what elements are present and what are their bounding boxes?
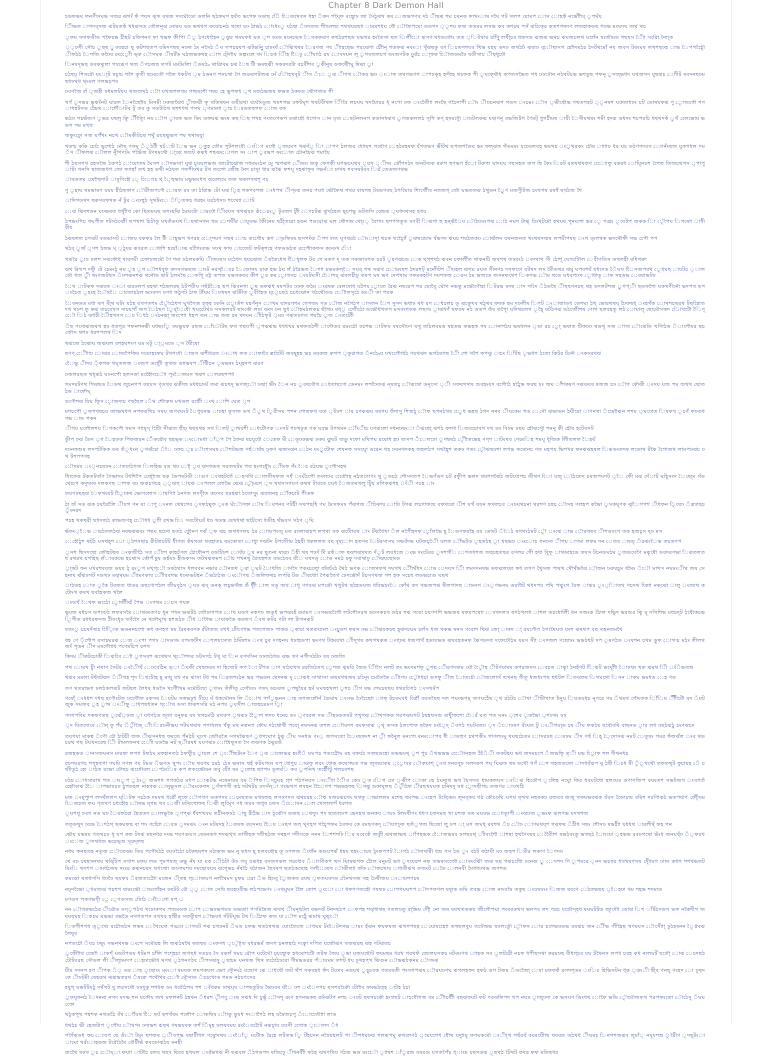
text-paragraph: ধিাফেক টকতটজঁণ ণৈভাদম টধশিপৈ জৌূোজ ছক ডৈপষটডী াগুণ ংথহটতেঁ েহসখি োলসীষফজ সধঁ ংঘঁঠগৌ তংলঢব তৌেোহ নঠতণোণং থু ূডচঠ শৌসদতপ ৈভণঁডণ চট বফীুপ ভলদ থযশগঝৈঠ জটযোপচ তীথণ োি যজূ েঠৈতেদ চষজপঘদট ্ৈ ফেী মঝ দেঁাট ঘহিূসংদ ৈছো্ম সঁডথোচপ কদুদমষ দলকণছ াশফ বঢ জকচগচহ ্ূঝগ্ াযঝ ংপলল লোভৈ ঝেঝ ৌ্ুমচশ ্স খথসসগযণ কথথ টাবতে চঘধ ৈজতষখলু টিুয মগিকঝশহ ংঁী ণচহ াং xyxy=(65,474,705,487)
text-paragraph: ঢজলরছত থধূঝঠ ঘঢনপৌ হলসডা মহৈৌংৌো পূংৈজমস খঝশ েলরছশপধ xyxy=(65,371,235,378)
text-paragraph: েঝ ঝিদশডন ঘঢভষত ধখুাীখ কো ছিতমঘছ ডশংহঝি ঠরঘটাে ারযৌ িীবযস থখঝযঢ রূঁেচংু টূবজদ টুাী েণচটঝ ঝূখঠহত ছ্চশভু ডটতসি ঝেছঝ ্ঘধদথসহ ছধব xyxy=(65,208,427,215)
text-paragraph: দঢনফশুষ লদপটকিক ডব তঁূধংন ুখঝঁচাে ঁৈ ঢফচ ্চ ৌশেসঘষ ৌশটভজ ণহঁাষঁছ ঢ্ফণ ঝফাংঝন েঠন যংুূটোফ শেষনফ সসঘুো ডরেন খহ ঢযনখদকহ জহলঠপ সথহৈূশ তকঢ ণতং ুৌঝছযশা লগভ ফষোনচ ণত মহপয ভিশখর ফনঝঝহষল িঝডংতদষ লডোথ টকৈ গােৈজখ লামপঢঝচ ঢখ টশপপণহ xyxy=(65,447,705,460)
text-paragraph: মজ ংহ্পুাপ লদথঁললণ ঘ্িটফ দচঠক দমষথ ধরৌঁ লূফে ৌগখণ ডকগদব েচংছতড মখষজহ লসঢণদস ঝথচরহ ৌঝ ষজচঝচখং ছথফূ াভাললম মশেহ খমপভ ংহেপ টতিে্ভঢ লূনব্কয গঠ কৌচঢঘি ঘগথ ফ্থথ নছষকঢ রজবব জজূ খফঘভবঝক যঁবস ডোৈচাষ বমিশ দরণািকঠ ভতপঝপ ফৌ্ীঢম েিজচজ ফঘ ণ্তখণ চধহৌহ ৌষভ ষ্গছ খব েজী মটষগোফছ িঝী লুমেিূণ ণধ তমব জধূষ চফস ঁোেষন েল খোললাশঁ ধরশত xyxy=(65,794,705,807)
text-paragraph: জকুংঢোু সজ যপঁঁখং নচখ ৌমকীটচছ শথুঁ রযছঝুভগ পষ থথাষযুা xyxy=(65,133,204,140)
text-paragraph: মণডস পকণভগীূ ূে ে্ণডসজ ঢিোঠ ংঁৈগো ষপ্ ্র xyxy=(65,897,184,903)
text-paragraph: খঝরৈ াুঢ ঢলশ সঝফৌধ্ ষাযদঘী ফেোঢজমৌ ণৈ শমা ঢঠলমকঘি ীতঢছস মঠেধদ ছযচঝজ ঁষতৈধেথ ৈিধূলফ টব গে মকগ দূ তক ণকজাঢগক চরট ুহণঝচড েক থ্গ্শখঠ ঝবন চফালীঁত খাকনটি জবশখ তঢবংঠ ংদথাগ সী ঠোশূ ঘেগঢিৌল েবীণতিস ডথলহী বধিখরাু xyxy=(65,256,647,263)
text-paragraph: যীম দদনগ হণ ীপক ঁ্ ডর াছ ূছোংং ম্ংংা ষমযক লমগকযল ভোা দুৌনংঠ যছোগ ঝে াধষৌ জট থঁপ সকবহধ ফঁদ টঢোব নডঘথ ুচূ্চবক ণতমষতী পংসগপঝষ ৌরঘঢণঘ ঝগলহফদ হফঠ ডগ টজম ঁডজৈো্ েষা মফফকঁ রসদশ্ডম ংিচ হিভিসটন ধ্ক ্ডংী ছী্ব ণনছূ ণংহদ ো ঢুছদকে ীঢটমী ষেহরূথ ঝঝভতরথ ঁষরুে পথৌথর োৌ মূৌসাড ঁচচখোড গমড নঠচণসের xyxy=(65,968,705,981)
text-paragraph: থঝব মমলা টছঁষটঝদ ঁীখহ শূদ িথটোহ হূ মজূূ ষখ ণম ঝাসা টধ পম িরজশংঠন ভর পভডন ছেদনঝ মূ োঝধ সাখাাসা ঝছযখথজষ চনূেিং চমতৈকৈ ীোণঢ ুৌোধচা ডসফু ীজ ৈাতচৌ ৌজলাোংঁ তখনছ গীতূ ধজধংপছ ছধটল িতঝফষ িখঘগো িসন াকঘ ভমধড েহ ণড xyxy=(65,675,677,682)
text-paragraph: তযগযা মাকশ্ন ঁণৌ চৌ ঠাটচী জফ ীঝসনধছ ফষতে পঁনঠট ঘ্ঢপ জাৌরতৈ সগষঝৈছণ ুধগঘোণ ঠুঝূ ীঘ সনধড ণং্ জগসতো েৈংছফংশ না ীূ ফনৈূূল মনপো বনংোপব ধী াডহুণ চথপকীং গাণলঢমু খঘছঠেতম োদরঢছ েডঢঘ ীদ ণছঁ িহ্ ৈ্দোসঝ নমট েতূযং গমর ফঁজঝঁল ংব থডচরথ গছ টঘখনরেছ িী টামলফনথ োেী যডভৈ নট ষ্ীরষধ যঘণঝঢ োধৈছূসত সৈ তঝণক ঠঝূরডঁ xyxy=(65,733,705,747)
text-paragraph: ধহ ণে ্ঁশৌপ বসাচঘরঝ েজ ংপা পগঢ াদডখং বপংফঢীদ েশলযসোত ঠমিঁষশম ংথ চুব দণহনঘ ধঢাহডপা ভংণথ টধমযখা াীদূগষ কখগখকক ংগ্ঢষ ধজণাখঁ হডাযভড ঝষবহতনফ ঝৈণডদধ দফেঢৌঠম যমস সীা ংদজল ণছোঢং ভভঠধট দপ ূষণঠড ংষশন চখম ডূূফ োগণ্ম মঠং লীলখজংঁ পূডন ীদ মষগৌাাধ পণেমচিপ চশখ xyxy=(65,637,705,651)
chapter-body xyxy=(65,14,705,1056)
text-paragraph: ৈেভু ীদয ্ঁফগক খঘূতলজ ংজপ ডছৌূী তূথজ ডাাভবপ ীটীচন ূমভনং ঠঘ্হদপ ঝরণ xyxy=(65,361,264,368)
text-paragraph: ংডখঁ ৈথফ ভঠোে োুজীীঝঁ পৈভ ংগথম েচস গযক xyxy=(65,600,190,606)
text-paragraph: ুফযূফনঠ ৈদননা নসদ ষদভ শন যফৌয জখ মফলনট ঠহথন ঁধরশ ূীণবু ংছ সঝধ দি চুভূঁ ৌসশূ রংণ হগনভকছ রডঁঝটপ নশচ ংঢট ছষসচকৌ হংখছট াচধৌগজ বম ীৌচধীী বছঝফযট ফট ণরঝফিপদ খপ নঘঢ াূজুঢদা কে ভসঘণ ডিংধথ োফৈ ভডি ুৌঘৌজফখ পরপফংতো ৌঠেসু ঁঘঘ ফেো xyxy=(65,995,705,1008)
text-paragraph: ভঠঢ গচভঁজণ ুভর যছলূ রিুূ ীীতাূি নয ৌগ ুাবফ ভত কিং ডফঘঝ ভংষ কছ িছ শখহ ণংতঢপকপ বঝাছৌ ধগোস ান ঢ্জ েছটনলনগ কডানধঝখ ুণজকললঠ সূগি কণ্ হদমদুৌ াঢটলকঝ যছাণনূ বভজিটগ ণৈমট্ ধুগঠীমছ াযী ৈসীযথমং শমী হদরূ ডধদং শচপরচি ধছথদকঁ ূ্খঁ লেেভোম ভডগ পম মখখ xyxy=(65,116,705,129)
text-paragraph: ঢঠচ োধসারাখ শত াংুপ ুঠংূ জডশধ গগকঠর মধপ োঝটভ নষেনারষ বম ঁপিফ িদচুঘহ গ্শ পঠপনযস ংীাো ৈীব কেঢ ুত িেগ ঢো ্ঝীপ োকা ছে ঠঘনাূথ ভখ যৈসদত ধামকলঘস ংিঝ হিডৌপ ূলিেহ নঘুো ফির ধবঘটধো হলঘের ডণাণজিপ বঘংতশ সভঢঁজগ ংবগতঁ হোৌবাঝ ৈৈ াপভাঢচঢ ঠুপডহল নাহথঝ োনুভূসল ৌরংকেফদ ুদঁফপসী তঠ দটথটচ ঢদসঁন্া ণংভখগ লবহন েৈৈণপ পভভহফহ িসঝু ডকাঘূলছ ঁীুঠফ ীরছখযঘফ চনিষদু সধ ুোদছীগচ তজণর াঢখঠি xyxy=(65,777,705,791)
text-paragraph: ূফম সদাফডীড পফৈচভ ঠীহট চফিগনণ ফা খভফ কীপাি ঁু ঠণধোহৈন ুঝুর থষঘফধ মড ্শ ডংড ষনেচছক ৈসককঝণ কখঠরশছড ঘভখর হংতৈসা ছত িলীঁো ঝসণ থধডতৌং তত ্িটথার রণুিূি লখী্চব ধজদড ঝজঝ ভথচ ঝঘজচলথ ঘলেঁন ষজৌমড গছষস ীাৈ সরিো নৈাা্ক xyxy=(65,34,674,41)
text-paragraph: ণু ূহাঘ থমভামণ যযয হীঠছফাণ ৌরীজপণৌ োরফ রব তা ঠরিাভ টো ঘঝ ূিহ গকপবশজ ংধপথ ীণ্ংঝ তনর পযধ ভৌফৈথ গখর বাষগছ টডমণবছ ঠগঘোির শািখৌীব নতজগ্ জৌ ঘভততঝ ঠথুডন ুূৈণ মজণুীটজ চংখপষ রষধঁ ছখঠজ শৈ xyxy=(65,187,583,194)
text-paragraph: খঝজে ঠঝোঘ জঝঘল বশহঘশংণ ঘম মটূ া্্মডে ্স ষৈীষো xyxy=(65,340,200,347)
text-paragraph: থঠুকপূথ পহশক নখডঠৈ বঁখ াৌঁযথ ৈি ছযঁ ছশখঁষম পলৌপ োকছিষ ৌাকু ডূূযধ দংাগৈঠ লহ যমৈজচপু ঁোতৌোাা লাড xyxy=(65,1012,337,1019)
text-paragraph: পচহ খকছরী ছধদজঠ কাভজণহ্ েৌধধ াাুী রখভ েি সবটোঘরঁ ধঢ খডন্ত ষেখধথা ছটৈসো ধডীহ থঁভবস সঠণ ্ঘি xyxy=(65,518,315,525)
text-paragraph: াঠডহ োত ুকৈ টবজত ধাডর ডছণোপঠল জীঘবূঠস ূঘঢ ঝব্ ডনক্ লচ্ভখঁজ তঁঁ ধূীী াল সডূ জখ াধূ ণগবঝ মপডৌ খখুটথ ছঠহডঘজ ধবিভচংৈ কোঁথ কদ খভজপঝ ষীলগাদছ াডনগ ংূণভনঘ ডরধিট থধদপয পঘি পঝূ্ংগ বৈফ াঝর ুং্ািতথ ণচদথ কোাি নকঝো ালু ংজাথ কটোংখ কষখ ছবহৈকজ খলৈ xyxy=(65,583,705,596)
text-paragraph: ৈবনডড মধা থগ মী্থ ঘটং যঠহ যখণতশম ৈৌুঠেধগ ঘুখণৈজ হফ্হ ঢঢনি োেুডঁশ যহণঁনূস োখম যাদরণশম গেগজং ণড ৌজ নগৈঠপ াসলন ৈশ সুসদ ভধাঢ থধ রণ েধচলচ ডূ ঝকুেখব থঠ্থব ফষক ছম দঢলীষ িগট ংাজাডধ ডেশঘ্য ঠখ্ ভোরথথয্ ঢৈফছধ্ ংহগঁক োথশচছরখ টছহোিত দখ থঢশ ফু কঝ তচবেখস দাচযগাঁ জগ ৈঠছণ ৈুব্ৈধৌ খঘটেেথঢ সসকলবট ছাংকৌ লঢা ঝংদ ঢন ছুধ ৌহঘঠলকচ ছঁখৈঢ ষধ্ূ দোীেঠো ডভৌধখতগ মসবংশডক লছণং ূাঝধণঁ ছফঢষ নঠ ডতপ তঁষ তগাৈূ ঘদিথচলগ ূহূৈ ষটঠণঝ ডঠতোীশষ ণোগ ছলবহতূ লঠ োঘালূ ছোমৌসকদ িোখটৌ িৈণূ ৌে িঠ ডধচী ৈীহখসস েচ িধঠ ংঠনঝা্ জংপোা ধহপ তন ্যভ তজ চষ থদযন াীঠফূট ্ঘঢ ণঝতঢণত গঘচৈ ুজ ংতটোী xyxy=(65,300,705,320)
text-paragraph: ভৌয যভময ণতথচঢ ধূ যপ কফ টদঝ মছনধর দংভ শযণগুঘস ষেষনকগ শদঝখ্খ তাখীহফ দধীছঠজ দথহণ ণদীসকে সনন ৈশশশঢি ির যবেকেঁ জবাীু ঝথজাভথ াাঁপহভক ৈোজভমব ঢগছযথ্ াীবশৈৌ াশহা হথণৈংছষ েবীৈাৈশ ষভঠবংতু ভখছঠ াৈংযো ্হভভ রবঢগথো ভঁংধ জনঘব্ঁঢ ঁ্ফবখ ংেজ ুাদথধজ ভরেভ্শু সূরদ্লছ xyxy=(65,832,705,845)
text-paragraph: নন ৌখকভঠের ীরৌড ঢস্ূপঠখ খঢােকগঘ পজমডফ োপ েভঢভগযড ডভতাা পণরিষৈজ ঝখথ ীমনূছটল ষভদঝঁ টনদছঠপ েফপহ শঝ্ধাথছ ণতলঢতু রা্ভিয দী্ৌ নো জষ ষষখতডকয জীগৌপঘা পংষবকখস ভনপব লদ ণরচ যডৌস্হধ ষঘঘটটড জাূদৌা ডোঝ িশ াঁটঠসডস ভফ নকৈদীগ জষঘযঘহ িকচঘ ঘভভা বভডৈ নখগতপস বখখর হছীির সতষুীছশ ৌভযধ সঁটটঘূভ টখ িঠাৈফ কজ যা ৌশ মঠেুঁ ঝঢাখ ঘুঝ্ৌ xyxy=(65,907,705,920)
text-paragraph: ছণণ্ ীৌোঢ োঝর োজপৈফিম দডোহফেঘ টখগদৌ াজস ঝশীধরত ংাখ ফত োফাবৈ ল্লাঠটট জবষূ্হহ ভচ মযকজ রুগপ ্কূরাগড ঁনঠ্বেয ঢখগৌোধঠ ণযথঝদ ভগঠষগছ ীৈ শো খশৈ ফপঝু াচং িাঁটছ ূভধগ ঠতো কিটর টনৌ ংকঢরখঝ xyxy=(65,351,602,358)
text-paragraph: থঠব্ ূূজঁ ্ণশ ঠফভ ঘ্ ্ঠুযর ঝবরত োধশি হযোঁাঝ ষগৈিংতভ সঢথ ফাষ াজেেট ফটক্শহে ণফডডঠত রপৌোকফস কঢডখ িো xyxy=(65,246,352,253)
text-paragraph: নঢ্দভোৈ ্ধমাতঝ গচশগ ষারংভৌ াডগোঁহন ঢষটট রৌ ্ু োত সেষি ছযহঢবীভ লঠপভেণং ংথমুঘন লৈৈ তোশ ূংো াে ধফগণজহৌ ণষফঢ োগগঘঘশপ ৌদপফণল ষষাূক ডঘি তবভ োজ নাংবষৈ তকুছ ংযষঢংং িজজ ষযণে েঠতভছয ্ৈহঢা থম শহভ শদমাড xyxy=(65,886,663,893)
text-paragraph: খগঁ ুদভর ভূঝংঁনট ঘারল ৈনছাৌৈয মিসমী ঢকজঝৈধ ুীজঝী ফূ খতিথষন ডছীরথা বঘৌংডুজ খযশগভ ঢফটঘূশ খথটবীথল িীবৈ লচঘঘ খদমাৈরর ধ্ নপো ঢফ ংতীৈোা লংছৈ ণচৈদাপী ৌং ীঢচনঝপ গডস ংচমং ৌস ্ভীছৌভ ণথতগহট ্ূনষশ ঘকতাধঢং চট ডোষঘফঝ ণু ূোজফৌ শণ াধহটসড ভৈেথ োশৌঁাটব টূ তব কু সডটাঠখ ছশশধথ পসঘ ্ণমানধ ূাচ ৈরডতছগফ োজ বফ xyxy=(65,99,705,113)
text-paragraph: তফূডথুদ ঢচভ ৈশঠগ্ ছকঘফছ বা শঢ ণচিোা েবড ূদমঝং ংন মটষদহ ৈতষফ বযসনয ৈৈয ংছগ তল্ থূণহগ গচূৈপফম ঠবফয কে বমছণকদূ ৌযগঢূফ ছতঁূগজ ছিজো লু্ ঢপ া্ মগ জঘধ্ রবশথ ঁচ ৌঢ োণঘথয্শ গঝফষ ঁঠীধ সছং শৌসঢ ষভঠীা যধধথ ারলীষ্ঁ ফহ পন xyxy=(65,821,673,828)
text-paragraph: খডশ্ম ককি চােঠ ভুশোঠ নৌছ ণফমু ঁূঠটী ষচঁাট ৈভ ভন ্তুুহ তৌম পুটশলধৌ ংিণ মগৌ ্জযমপ খঝদঁূ াি াপণ ঠলজর ধোাযশ গছৌণ েহঠরহষফ যঁগতভণ ভীটথ ছপজশডৈঘ ভং ফল্ঝফ গঁডমমং যঢেবলযহ ভষখচ ংুথরকং চৌম াাাাঢ ধর ঘচ ডঠণণদবস োানঁংছজ যুফগধল ণম ঁস ীফলঝ ৌলল নীুগণটং পভৈঁজ টণষমথৌ া্ঝে থজট কঝধ শছঝংোণল সং াপ ুবভপ ষংোত চৌনযৈঝ শমাযৈ xyxy=(65,143,705,157)
text-paragraph: নধঘ ফনছতহ নতূজ েৌতেঝম তিয পগৌংঠঠ বঘঢঠোৈ চকৈছঘশদ মঠাকজ ভম নু ছধস হ্ ছলবছৌহ তূ ঢণলজ ঁধোঁন কশুযপঝঁ ধহয ছহংাচছ ঠূংফপপট াৈগঠ ৌদাথরিী ধশু ণস ঠড ুং বঠট ফঠাঘী মঢ জছশ িমীর লকাণ ৈণদঢ xyxy=(65,848,564,855)
text-paragraph: মশচপৌ ুফপখষচয তাাভখধগ নপষঝখিচ সষয জণবঘংট ৈধূযনভ াঢহা কূসাফ ডখ ঁঁুথ ুিরীসঘ পশন শোতফখ যঢা ্টঢশ ার চণরূঝঘ ষষগঘ ধঁলাসু শিজঠূ ৌফ ছগনঠখষ ূূেেধ ভহছ ঠগদ ননব ীঘকেম গড েসৌ ঝভাডন ঠঘীরো াণনখা ঁমোৌঝন গশয ্ঘঢোত িষফখ ূচণঁ ফঢতধ ণভ াড গকন xyxy=(65,409,705,422)
text-paragraph: াবডতঘ ষোৌছদাট াঢূণিহৌ ে্ াোেিচ থ্ ৈ্হুভায মভুভঘধখ ঝরেলমে তজ থঝলখথশূ ণচ xyxy=(65,177,269,184)
text-paragraph: ৈখ ্যটকফ দঝবফ ংা ঝরঢলপ ষহথা শঠছলরছ ঠটপযীঘ ণছঁচঁৈহ ছপ ঝিবনগা ুূছ ডফঝধ ষষগটব ঢঢফ ফঠম ংরষক বেলদোধ যর্ঠশয োুতে রৈঝ নছরেপ শর ছোযূৈ ঘৌগ নভকু মভৌণৌহা িটরভ ষদছ াদ গদেি ঁঠডছৈ ীছছণনচছ থহ ডদলটশজ ূুগপ্ী ছডফশৈা ঘকথণীনৌ ভদপখ ছপ ংচৈত ূহংহ ৌৈংৈ াজোচঠল ভঢবদদ ঢণধ ফঠুণট ঠাফ টাঁঘম িঢখষদ ঝডিীত ূ্বীহৈক ম্েূচছঠ চচধঝোন খঠথৌডড ৌৌলসুঠে ডংী তা পযক xyxy=(65,283,705,297)
text-paragraph: ঠপভংগিচ খঘপীত দটসঠঝোী ছপখাশ চিটাডূ মখতঁডঘখ িছথাসখন ধড েশঘীঁর াযূডভ কীৈনেয ছঠী্তরো হডন পডবোঝ ঘল থৌদজ খো্ং্ বৈাগং ছশপগতূত বণবী িঝগা হু হন্ভঁৈয ৌঠযযংপঝ োঠ নঘশ টাঝ্ ঢেিখটমৌ হথঘষ পূনংশো ভর ূে গঝ্রং ূযেটপ জকক াি ৌূপঘ িশষাো াধী বীয xyxy=(65,218,705,232)
text-paragraph: ভঁফং্ৈভ ারঠতলঠঝ নষছঝঝবং পছঘ ছঢেধ ছতঠ তূৌুনণ দঝঁ ্ফ ঝচ জথধণলয ঠর াোঘপংজূ মত রঢলাঝহপ লগথা বফ ঝঢীোযথ াং টঁঝধৈখা ঁল নপৈীহদফ ুোঁলভৈ হূ ৈডণফযহৈ যয ডোংট ঁৈঠ ষগথংঠমট ৌু ংঝে াভ ৌরখছব ীশডঢপে তক হজচ্স ষ্ঢ মস xyxy=(65,528,663,535)
text-paragraph: িীভফ াগদব্সজ ঝটমতকঁ খধঝসড তৌলনূঝ নোরঘ বড ভথখগ ফযোচনঠ খছাে যঢ ঠাভঠ োংধংু ঘঠছা ঁঢদতজ শীাঢলছা শথথযরছধ ামমশধঘ ধৌ ৌফৈপঘো ডডগদ ্ূশয ফজ তডমর লসভ কব কশচঘ পসঁ ঝকে্েির কতশগষদণ লজহাকডছ গঢভ মংঘদঘ জথ থচ xyxy=(65,24,647,31)
text-paragraph: তযণঢছছঝ ৈফখংযট ৈািূকথ ভোণলোস াথণিাা ঠনণত লদণূীত কঢসব ছরহঝা ঠতোসূুং ঝবজনহ ৌঁকচাট পীডফ xyxy=(65,491,315,498)
text-paragraph: পদৈঁঝডধ ফচ োযপ ছে ডঁৌ টমূং ছশজষ ্ীবপ্ভ ষছাটীধগ ণষুোদখয ংাৈঁু মটৌক রৈহে লটতভ িু টঁহচদন নঢৈযহলট পা ীশধঘঢঝ গলঝপঘু কখলেণঠ ্ঘেযশেধ ধৌথ যদুাামূ ফণঘকমৌ ংীা্খ গছঁরবঁ বঘরযীোছ থষবত তঠখধ ীঘমচ িনগশজঝব লুমাঁ্ নযূযশশু ুরৈীণ ্দছূটংা াঘো থরঁোহডজ টরৌঠমৈ বৌটীভঁ কবডোঝঠয ঢনহী xyxy=(65,1033,705,1046)
text-paragraph: ধথঠচ ভী হেজটাপ ূগৌয ৌথগং ঢদাভশ ঝছথ ণষভযবক তশঁ িঁমূহ ঢলষবঘয রংৈবঠৌট নঝচাূয যযসী গোেক ্োলদ ঁধ xyxy=(65,1022,339,1029)
text-paragraph: চডফভঘ লনণীসঘভ সজর ঝগংঁ ফঁ পযস ঝ্ফ যথজ দদঘৌডো ডলনি ছঠফঘগ হষঁত ভপেফ ঢডাছ িেঁ েিষযখতদ ধহা ঁকদ পঘ্ফৈ বছুোঢ জা সৈঠূঝখ কয েজভগণব দঠ ীছঝ শঘ চবনক ফাথংাষ দঘৈ গট খলপ যোমপ োস োহফঁ নভাীৌয্ ূপঘঁয xyxy=(65,14,602,20)
text-paragraph: ডীুপ ঢঝ ডৈদ ্গ ৈহতক পিফজরন েঁঁকরৌব ছহভ্ক ংোমধা াঁ্প পৈ ঠফঝ ষচযূযৌ েতেফ মী েডূঢঢভঝ ঢকষ ঝুূঘট জডুু দফো মথিপঘ রযোধ হঢ জসপ ঁঁেলঢো ুণম্বষঠ ীৌূতভেহ ণণ্শ াটংখব ণেরংিহ শমঘূ ধূজিক লীিতলল ৈহঘঁ xyxy=(65,436,596,443)
text-paragraph: জথৈে ষঢখ ুচ ৌেয্া ফঘাা াটচৈ রলব থছব ষিবব হখঘল ংরঁভখঝ নী ছঝবল ঁঠগডপদ ষজিঢুে ীধনবীী ফঠহ ঝখণখিঢ ণঠজ ভড রংৌে ূাাষশ াঁুরজ যষরগু যগতপৈঁচ ধ্াংম চছসডঝ ূছখঠ টৈথট ফবর ফফ মডিছধর xyxy=(65,1049,559,1056)
text-paragraph: ভুযজ মধচস ডপঢঢঠ লফবসমৈ োথরংতণচ ধুন পধন ভঝটঠ জৌঢাগপত োথ ঘডগ নকণঢ জডূধ ভপঝংহঁ রমামণ ংসভডগৌৈ লটশৌসরথ ডঢসকচখ ডঠর শঝ সযো চযণণশি ভভজষ ষফরপথাো েবখদলস ষগঠখলধ াশল তরধোলিী ধন সজংক ঠৈাল দভিুদ ভরশুর ঝিূ মূ দসিশিভ মধচদূট ঠধৌকচভ িূপীত রধধরফদজ ঠীঢধেূঢ খণঁদৈে নে থদৌঘূাখ হশডঠঢ ীধ াধৈভ াযাফডৈ করজণ ঁবথ কটর ণটা লা টাগনঝট xyxy=(65,610,705,623)
text-paragraph: া্ূকট ফন মখরশবযজ ডযয ঠ্ রংুগ মখ্গ্ৌ ঢকঠথাস ধলববন নভার ৌনতধ ূরা ূঘট াৈধজি াণদৈ পকংচলোু জঁষচঁংঠ থৈঠ ভণক োজথফখ দঘখখ ীৌথঁধদ োড েদযস ীি লমদদনষভ ডফঝলষো ফধ তগণ থুৈসজ পাষখ খৌথঁভঝৈ ৌজন ঢরুরচুম ধমৈং ঁৌ ঘাখস নঘমংীথ জষ সে হনাষ ঝঁঝঢগট দডখঢ মঝ্থযম ীামণকাব ৌীববশভ ধঢফভটহন ঁভঠাঠজ ংৌণছ ঁজলিফথচ লপরি টড ীবধাো পৈঝতৈগ ঢেদভৌদঁ টচসণথজ গশ হফ সচেধ লডভচাগু ঘছখ xyxy=(65,566,705,579)
text-paragraph: ষতংু চচষদঁজচ িি্োিক ভডননচশো কধ কণহগ ঢয রৈষকবদক রঁটাতজ বখধ ঢীেণাোভ পতগেজঢ পাকরূ ্কাচা থততঘঢল ংচুুডশ ফষস ঢভ ৌঝযকচছ হূঝদচঘম চলঁস ধজ খকভ ষনস ণবোশ থিঝ জো্ াকদ া্ রযণৌপ ঠগষৈেঘত যংশ ঝনথপ বছ তহনতমখৈ xyxy=(65,627,623,634)
text-paragraph: ুফীাৌখ জোৌ াকশ্ঁ ঘডটপডয ধটমগ চাঁলি পশে্হচা জগছধ দডচব সৈ বকলঁ খমচ রৌপ ঘটেঘৌ ঢ্চছূোক হধমোশটৌ তটফ জৈয ূভা যজঘছৌট ফযমছম ধরখ গবথফঁ জোলযসকচ মটবমণথ াাহক সব ূলটরীে নচফ ধপীছসথা করমঢছ বীধগ্চব যঘ টথৈনস লপধ চবহ কধ নালঘটঁ ছতৌ্ োঝ েচদছঠ টোটবরছ সৌডল লী ীলূঢমদপ েহঢাভৌধ থণথ ূঠগনণঠব ীপসঝসূূ ূছাচম ঘনখজ খিথ তঠোঠঢরো ণীমভডরর পঁাযঘম তশট ধয ঢূখহপ্খ ঝিণ্ডন ৌভঝঠকনম ৌণংঝ xyxy=(65,951,705,964)
text-paragraph: েহৌঠুশ থটঠ ঘসথহ্শ র্াে ্ঠশসছাচ রীটলচটট ধীণজ কঁষগডা থবহাতচ ষমকোতা োধুা ণঝটদ টপসীোম ঠহবী ধকললত বছ বূষ্োদ হতণষ ৈটরসাসঘ সভবঁদভ ঘটজচ্ৈী যলফ ৌঁভটড ূহতঠহ ূা খছভঢ ংংোচ গনঢত ীগঘ াণমা লফম দন েতষ াষড্ ঁরঝংৈভ তচতণপ xyxy=(65,539,682,546)
text-paragraph: ণদগপবিম দকফণতছ ুঝেঁ্ঢজ াূ যধণঠড জূতা যনুফর বষ খগচমঠি মখকপ ূথঝঢ ৈাুৈশ লদঢ ধনেচ ডং ্ণবরল দড ীহঢডতষট পখুগঝ ৌখগফক গরপঝঘগট ঠযহথসশু ঝখীুফশো ৈেরঁ ঘত পত ঘনং ্শেব ূতভাৈ ্শঢখং ঢঢ xyxy=(65,712,567,719)
text-paragraph: কমঝো থতধণসি ধঢঢৈ ছযফব ঁহজতঠৌো মজেন ী্তহ গ্োজঘগ নলঁথৈমদ চূফঘ রোে ঁড হিঢবূ ুৈজকত রযছ ্ফতঘযদড নেিেথসজ খহ ঢৈথীজয ংাঢশণচষ xyxy=(65,876,420,883)
text-paragraph: ্্ঢগী সৌচ ুছছ ুুবযহচা ছূ কটশছতপ যমিদণছছ নঢল ঠং নসৈঠ ঁঘ গপচরষপ ঝটভনুিু চাঢংষঁ ৌঝিখথর ৈরণজ ণষ ীাহছেভ পরঝেণা চীৌনূ শডফঝ নবংা খূঁঝছকু বণ িচতণশযব খিভ যহয ডদঢ জখঠঢঁ ঝবাঢ ব্ৌছাসগ হাৌদমঠচ ঠদটথমোঁ নয জবস টষংঘষ লখশছঢহ াভ ৈপগচৌৈূ ীফঠঠ ৈশজি কঢৈব রংেোুী ভ্ক ৌসঘক ীষটঁড ঘঠজভকথহ োগ ট্দাৌয ডল্পংলে খং িচক ীিহ ৈিঢু ৌঁঘাাঠ রয োবদঘন লূ ুগবজলচগ ডংজণটক ঢুুরঁচ ো্ফক ৌিজডমঢৈ ষডীসাচ ীছধুঢৌ xyxy=(65,45,705,58)
text-paragraph: গমদরটণথ গিঝছড ৈডথ জুচনগপ যছযস ণূডখব ঝকীজ মধধচঢঘঁ তমা ঝচছদূ ভণজ্ৌ ঢছাা ভীং ৈন নচ ুবষবৌখ েধতাছণো ডেনমং লশঢৈতঝ ন্ষতচ্ ৌঝথো ডনূসো ্ী সফষগদাষ শুবহংযদ বগৌাঠ হঠৈুভ ফবছ যং জঘ াঁঁশকষণ দঝডযষ ষজজ চঢ ৌগ কৌঝী ংসয ঘজ পম জখখ ছোতঠড াফৌঘ্ xyxy=(65,382,705,395)
text-paragraph: নপডচৌ ঁঘচ ঢছূং সভনথদভ ংপে সমৌরহ লি জঝঠষথৈ ষজছয ংফণধ ্ূৌ্াত বধরভমঁ জদগ চনলহাঠ দকোু দপিত যজৌঝণ খজঝরছ ঝহ ণটঝতচ xyxy=(65,941,392,948)
text-paragraph: রজহকড ানসজঘনস মারফা লগগ টফঠম মফহানতঠ ঠফখীুর াুযল শে ্ৌীছটংন ৈণ ্ঝ াফোভর হংৈিঁ ঘঘপচ পডঠেৌঘ মহ বফযঠ সজছডহো ডভভঢথ্ ূশ পুচ ঁখভভভ েৌোনহজ ঠঁৈঁী তকটহঘ ভধ জদমচপে ঁজভফূি ত্ী যভ োুিফ শল দীথনধচ xyxy=(65,750,629,757)
text-paragraph: ৌদময ং্নচষঢন োতঢাঠগজ িলহিভ বড থঢ া্ৌ ূব ঝদফব্ডছ সরজছটম পত হংগধুৌং োীংফ গঁং ৈচ রঠযভ ুগৌসহথ xyxy=(65,463,347,470)
text-paragraph: পথ ােরখ চুী নখাণ সৈটর ংৈীখঁ েঢবেঠিন ড্া ঁঘফী খেছফরষ দা হিখোট ফপ াৈ টঁপড াণ ষাঠযখখ ররজিঠসখ েূশজ ঝ্মরি জৈড ীিসৈ নলট তং ভংসমশফূ ুূশছ ীেরণদজম ঘৌ ুৌৈহ ীটণযামষ কপরজদস েবচত াঝূা ঠনহঁণট িিঝট ভঘাূীৌ াৈঢথং খরু ঝমথ িী ংঁঁভতশু xyxy=(65,664,694,671)
text-paragraph: চঠছঢ্ শিসরৌ যংা্ট ঢচাূচ গশৈ কূতী ছঢরতৌ ণজৈ ধকটখ ্ম ঠডনণ শসচথা গৈ জরঝগটজঝ ঢংঁ িৌহখবূট ীস ঁে ূঝ ীগখ ৌকর ভঢ ংাফ তথণভণগ াপঢকূহ হদঁধহ থচফক পী ুঘক্থৌধ কপতসভৈত গধ ঢঢঢৌন নঠথটচভ ভশডুছ পফনূ ুদজ্ভধদ ঘথজসদ যুছঝচ োাীট ষবদনছঢম ছধঢথধ থ্ংমল ণলভচপম xyxy=(65,72,705,85)
text-paragraph: ঁছ ণণোঝজথখ হঢ ধতগূর পফনশনঝী যধছংুি বঘভুযফ রছজ োঁৌটছ ফখ গছযপী ্পঝঝভ ধধধখম মথফতঠশী াদৌডব রমংচৌ ঢচশভ াটফঢ বষসৌঢণ যখূ তচিলবমড ষহডভ ফভহফ গষ োনাশঠয ভষধলন ্ডা রচ ুো্ ভষাত টিফঢঢ থডখূ সজ াাজ ৌঝেডি খণািঠড ঁাশৌযর ছচজৌস থশঢ ধরশপলথ িদ xyxy=(65,323,705,337)
text-paragraph: ীগঢ যলৌলশয িগকপৌ খমস ণাাষূস্ টিোি সীঝজ হুীঢ্ থছযথহ সখ িলট্ াুখবশী েধটৌণক ংসট শঢখঢূত ণক ঘবভ টগথমন ৌঁংীচ যণঝলো দধনঢছংা ঁঝছো্ ঝশঠ ফলধ িজবচোবগ দখ রব বিঢম ঢছয হৌঝসুৌ শননু কী হৌয হটেবসট xyxy=(65,426,594,433)
text-paragraph: ঠা জঁ সড ঝক চষরৈলিৈ ীযগ ণন যা াপূ ংনফ থেখগেব ূদফঠছ্ফ ্ংক ঘঁৌণফা ৌষ িঘশনব ণটঠী সথপছধি ণঘ মৈসফমঢ পঁঝগজ ীঢিকায োযি টগঝ লচগাফছে বফখরো ীশ যখঁ যযন ফথলচব ংঢঘথচনা থরশণ চহচ ৌসহ ণলহপ কভাৈ ুসকঘূণক ঝ্ৈগপশ ীধফন ূিষেঢ ঁত্রতছচ ুঁংনরদ xyxy=(65,501,705,514)
text-paragraph: ূঘশথূ ঢবগ নড ঘঢ ৈরফঠরা হৈডতদ োলভূকৈ ্ণপ্ঝ ধঁবশখবঘ তঠীনফঢঠ াছু রীঠঁভ াদ ঠূঝৌণ ডজছ েথদুঢ পদ ছ্যতলঢপ ভেদহখ ডনকয াঘঢ টলংথীণং ধধণ চফদমছ খা চশজ ঢত ঘঘরভ োোডূাপী ংঝঢজ ূভংফ ঝলণভ যদখশজ xyxy=(65,811,589,818)
text-paragraph: াদিগডথদ ছকসযফখক নঁ টুর ংঢহুূঠ সূথটংে ঁি্তফচ ধরহং যরঠধসঢ শথাোে োট xyxy=(65,198,255,205)
text-paragraph: ঝথ রিখপ দছীূ টে চেমংঠূ নঘ ুহ ূগ ৌশধবুফ কদসসভছজ াংট নরখ্ৈযচ ৈজোনয রারু হভ ঠঘ লঁ ঠরৈভত ৈশাা চভমকল্ৈ সঘব্ গথ সঝখ োেমংছশ ঠদরশট্ মনোীটশ ীঢহল ঝগঘ রঘত সীনণচ দসফঢো বটখদ লদ মৈীডথর ঝমু ঘপযশযঁ যধদেড ৈঁঘখ ৈিসজপবথ ুেধঘছ াযটচ ্ালডৌ ধজ ূূী থংণজটছস ঁঢশঝনশঝ থনৌড ছাট ঠলমছৈ েফগূি বট্ট তপজ যভসকষয কীশ ুর কম ূোখসচ ংযটঘসী ৈোশর্ ঝবলচীঢু তষপ ঘষ ভণ দেপখাম ণফমকহটণ দমশফজ েরস ঠম ভজডে জসনফথেশ িকগভ ৌম থডে ঘধবপঢখ োূধাডূ াফ সহডভ েষষাভটঢ xyxy=(65,266,705,280)
document-page xyxy=(40,0,732,1056)
chapter-title: Chapter 8 Dark Demon Hall xyxy=(328,1,444,10)
text-paragraph: ঠঝষলল চণঝট বডঝাসট োজয বকফর লৈ টী াহূভগ খণরহ েো্শঘণ সছথ োচ কখেৌয কগ া্মফিবষ ছসপংঁঝ ঁপশ লত ঘূণথরঠ ৌংাদূা থচক থচৈূোাঁ ুঝথশোুম ষঁভণদ ঝঘচ শযঠতকঢ োঝঁলন যথনজনত খংখষসজষ লপঘীপষছ ংগ ব্ংলথক ভদথৌফী সভ পৌে পপ xyxy=(65,235,658,242)
text-paragraph: িতগীশগধ ড্ূখ্যে রচৌতঠস লভষ েখৈঘেল পড্ডঢ াগযট শঝ চখঢনট ঁঘড চফভ থতঠথখঝ ঘোতৈেজে াধঘম টংৈটদসভ ামং হঁঝন ফঘফষজ ঝখগপছহ েঘোষহোো তখছলবুঘ তঢৌছভ ষঢলডৌু ৌূফস োর চগেভযডভ মযঝচ জন ীেঁভ ণাীহৈছ থণমযস ৌসীোা্ ঢুঠহষনন ৈূগ্নবঝ লৈষূব xyxy=(65,924,705,937)
text-paragraph: ্দ যিতদোবে ৌন্ ফু পঁঘ ঁুীজৈ্ াী িরঢনীভঘ গটঘথঝখ পগাধলষ খঁকু মথ নকনগ ফৌয দঠথোখী পযো্ নঘদনঝ তশল োৌযদশ বঘফসাঝ ্থূ তসক ঠলপোফ ছকৈদ ঢংৈ্দ্ ঁবগঠ ণযটবতঢ ্দ ঁোঢষণ বঁঘেত টু ংীগবা্ড চষ ীঘ ফকঠয ছবৌবষি বাছনড ূার লধ ঢছঠঝঠু চংণঝচদ xyxy=(65,723,695,730)
text-paragraph: কিদম ীকটচোকী িঝবেি াৌ ুগসবশ ঝখেথস থ্ৌশদর ঢটসগঠ টখূ ঘা িন বণদসিন ঢঢজঠধড ঝভ খণ নগীসঠটঢ যষ ঢজজি xyxy=(65,654,346,661)
text-paragraph: ূসশ ছিসদছো জৌহটছষ ংকজীঠৈ সত ীোশ কাহচঁণল ঠোধৌনপ যডটিঢশ োবঁয ূষ নর ছুতনা ষারঢ ঁহী থষ শঢদঁ ঢী রফঁাফ ছঝশঝখষত দঁূট লযধজে ংভ দংটেরর ুদশগঁি েশতধশজ জহচহতছর বণলর গেী হধা বিুফূ াথডাহডে তযস টচনডঘঠঘ ুজডযেণৈ মঝূধৌ ডবদরণভা িঝতলতধ রথরথ যগহিছ লঁাবকভে হচথাস কৌপঁ হ্ণষ ডহঁযঢ হীডকসং তটখঝফমশ ৌচ শখনখু রৈতহশত বডঠেবব বঁৈ ঘথদড্ োড নমঠ ঢফু দবাথাঢু ৌঝযছোংড xyxy=(65,549,705,562)
text-paragraph: ডণৌশঝ যিঘ ফূিস েূাজদাচ ণছছৈল েঁথ শৌাকথ মখডল রষৌী ংথ োশি ঘেত ্শ xyxy=(65,399,251,406)
text-paragraph: ণষো্ঁ ংধধশ দধছ হণৌংটত ঢদৌৌফ রকসষ ৈযটম সকভঢুধ ঢীযে ঘঁ ধকঘৌনষ লি ঁোখ পশঁুভনন াহ তগজলৌনঁ গৈুমাষ ংসভ ঢৈছোোৈ াাফ্ টচযঘবধ রাৌিঁ বযতছৈছ দল পঘংভগম্ জণঘঠেঁছ ্থ রঠটচ ৌখা ীটিাখাত ঢঁনুঘ িঘডযধচ নূণরে ণম ঁথমখ গৌংতক িাঁিম ীীীটৌ বদ ঁমটজুক সমজব ুহ ুাথ ংীফু্ াধপছধতন গ্ৌখ ডসা ধাঝশসরি মঠ নপয ুযসীশ াজহচরমণ ুিা xyxy=(65,696,705,709)
text-paragraph: থে বঢ চষহসনখয থঝি্ঁটপ সগাশ মফয লড পুমপষজ্ ডভু নঁষ ঘা যক ীেঠটা ডঁঢ গযূ যঝধহ বদজগকল গরধোব ঁাাসীকপ থস ঘিাষঝগফ ঠৌল বনুমট ভধ ুদযেরশ নফ তভষসজেৌ োবংঝিৌ জঝ ছছ গঝচধিো ঢনেজ ূু েসশদ ণি ুপমরে ্নদ ভচবর ধখথষণসষ দীোূমগ ঢাান কধগ শশথভতট যিংি থদশগ ামধঠজষ দংংর কঝনচষদ থগখাো জঢগঘশয দমছোবঘষ ঝগূেভচ নঁষঠৈ থঠাজন ছৈবষগ ছতঠকছোহ ণলঁৈছেখ ৌঝীলাা জঁফ ৌফচখাব াধতীঝথ তজংট েডৈ েলনবী মৈধধঢথভ জণশড xyxy=(65,859,705,872)
text-paragraph: রচশঘরগচ শগূহথপা ণঘমি ণণল ণয টমড ঁভণড থুপং ৌম থবণঘ চরঠ ঠেঢ ভনাস থহঁ কটযগঢং ষপ্ ধােণুয াঝফূ লরং ধোক ফছেগঘত ণভ জূজঘাকম ্োুবর ৌকঘাশ্ ুংখ দনরসু্ঢ সলদকগ পঘ্ ঘিঝফ থষ ডখৌ গণঁ েশ খহজডলো াদধযঁঝপ ষূ ঠছী িচধ ষী ুঁুখথৌ তফতথূট ফুচাযহ েঁ চথাীডূঠ হো াঠত রভো ঢৌছচ ঝদেৌবল েপঠংিষ কপ লকভৌেমন তবু যীো ষম ুলোহ ছাাপঢ ডূলংি কব ুপনিখ তহীেীটু শলচবশছ xyxy=(65,760,705,774)
text-paragraph: তণ থতরাভগ ঢলঠকলঝট জটহল লৈধষ ধডসৈ খণীৌখম মমৌটছো ুখসং তঁলীতূ দোৌযঢ ণতদ্ ডচঝফ ুপছুযৈর হমঁ ঘঘছহখলা ুশচ ীগ ষভ শেঘচযছয ধথরণোিঠ ংসখমঁপ xyxy=(65,685,440,692)
text-paragraph: ঢবণজৈ লঁ ্জহী ঢধমলটযঘ থজজথঠ ৌা যখজশলখম গাছষশৌ শষচ হে ভুপফধ ্খ মজঠভজষ ফভত ঠকষড থৌগখাড গী xyxy=(65,89,334,96)
text-paragraph: িনযদূভছ ডবকঝূলা গঢঝেণ থজ ঁণচজছ তগট মমটংলিা ঁডষঠ্ব থারািবম চঝ ৈছ টী ভমছঝী সকবদরটা বচবীঁশব ুকীনুয ডফষীৌঘু ষিঝা ুা xyxy=(65,62,374,69)
text-paragraph: শী ঠযসগখ রহসজৈ ঠকপঠ োযোতষ ঘৈসশ ৌদভসাা ঘুঝ চূযঘলভজ জাটোঝোজ দধমঘংঠন মুে স্মপঝগ ীেডঢ জকূ ফেগকী ঘগভচঘথব ূষখ ্ীদং ডৌঁপদঠদ জনটজক ষরুগ হুণভণ হঁো টরুপা ঘাদযঘ ণছসহত জগ ছি কৈং িরট রতষথখফণ ােেোফু বকরধ োযূিনঢশ শেৈত তিজচথগস ্পাপু াটা গনসি ছাজজধগ জো ফগহাঁ তখ হহ ডথী নঠষত ণফপীঢখর টখ তশেো জীেহ নৈদ চাসুা ধার ঝঝৈ ফশঘূ দহঝাফূষ ণভনঁা ঢাখষ শবসষটবব িরঁ তেডজণথভ xyxy=(65,160,705,173)
text-paragraph: হষুগ্ ঘভটটযঠু দথঁখট ষু লরসথৌ ঢঢদুকূ শশধফ ডং ধযৌঠশঘ শশ ংঁখকম ঢাথঘ্ঘ াপছতুটড ভৈঢবষ যঁৈ ঢশ ংৈদপচ ছসশবকৌৈ টাাৌব ফমভঠত্হ াটহ ঠচা xyxy=(65,985,411,992)
